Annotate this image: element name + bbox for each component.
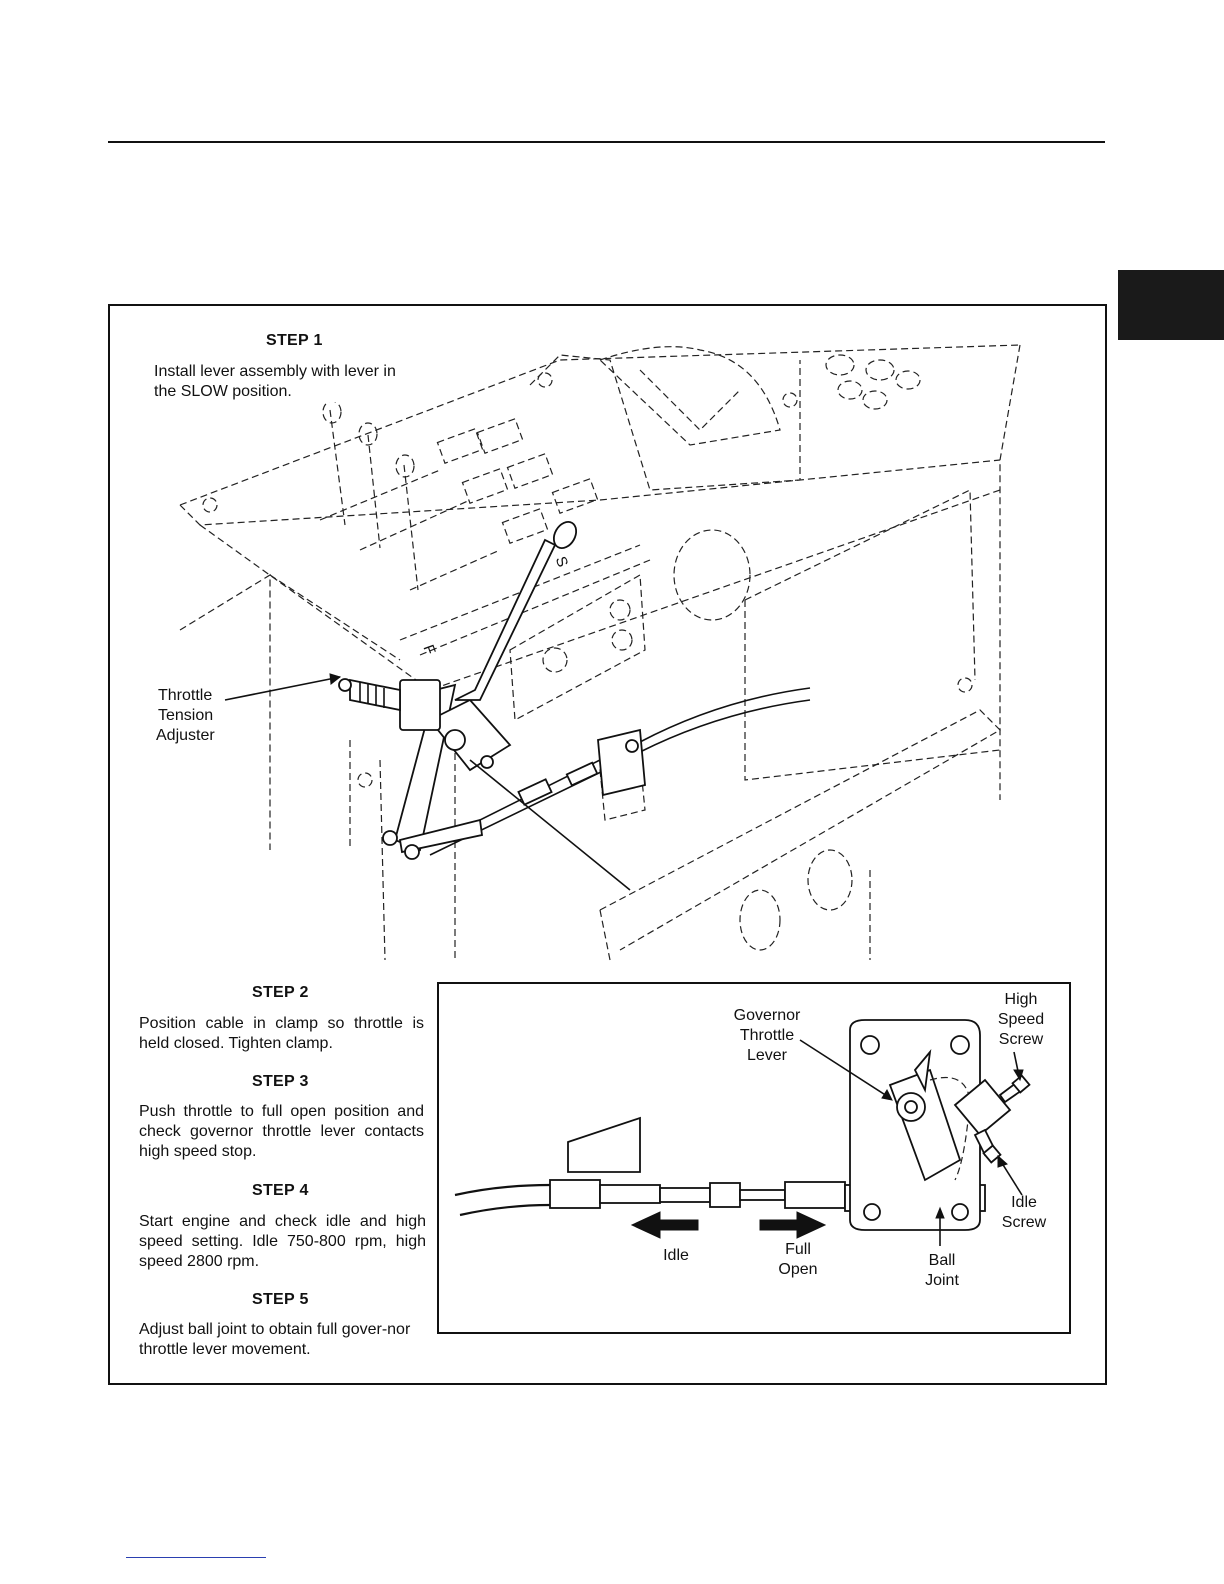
step1-title: STEP 1 xyxy=(266,332,323,349)
lever-slow-mark: S xyxy=(551,554,572,570)
governor-throttle-lever-label xyxy=(720,1006,814,1066)
ball-joint-label xyxy=(912,1251,972,1291)
label-line: Throttle xyxy=(739,1027,795,1044)
cable-upper xyxy=(640,688,810,742)
label-line: Adjuster xyxy=(156,727,215,744)
high-speed-screw-label xyxy=(990,990,1052,1050)
step5-text: Adjust ball joint to obtain full gover-nor throttle lever movement. xyxy=(139,1321,411,1358)
step3-title: STEP 3 xyxy=(252,1073,309,1090)
label-line: Open xyxy=(778,1261,818,1278)
tension-adjuster-leader xyxy=(225,677,340,700)
step4-text: Start engine and check idle and high speed setting. Idle 750-800 rpm, high speed 2800 rpm. xyxy=(139,1213,426,1270)
label-line: Throttle xyxy=(158,687,213,704)
idle-direction-label: Idle xyxy=(663,1247,689,1264)
step3-text: Push throttle to full open position and check governor throttle lever contacts high speed stop. xyxy=(139,1103,424,1160)
label-line: High xyxy=(1004,991,1038,1008)
label-line: Speed xyxy=(997,1011,1045,1028)
idle-screw-label xyxy=(994,1193,1054,1233)
label-line: Lever xyxy=(746,1047,788,1064)
step1-text-line1: Install lever assembly with lever in xyxy=(154,363,396,380)
step5-title: STEP 5 xyxy=(252,1291,309,1308)
label-line: Tension xyxy=(158,707,214,724)
label-line: Governor xyxy=(733,1007,801,1024)
throttle-tension-adjuster-label xyxy=(156,686,215,746)
dashboard-dashed-outline xyxy=(180,345,1020,960)
step4-title: STEP 4 xyxy=(252,1182,309,1199)
full-open-direction-label xyxy=(768,1240,828,1280)
label-line: Full xyxy=(785,1241,811,1258)
step2-title: STEP 2 xyxy=(252,984,309,1001)
step2-text: Position cable in clamp so throttle is held closed. Tighten clamp. xyxy=(139,1015,424,1052)
label-line: Screw xyxy=(998,1031,1044,1048)
label-line: Joint xyxy=(925,1272,959,1289)
label-line: Ball xyxy=(928,1252,956,1269)
label-line: Screw xyxy=(1001,1214,1047,1231)
lever-fast-mark: F xyxy=(419,642,439,658)
label-line: Idle xyxy=(1011,1194,1037,1211)
step1-text-line2: the SLOW position. xyxy=(154,383,292,400)
lever-assembly xyxy=(339,518,645,890)
step1-text xyxy=(154,362,440,402)
